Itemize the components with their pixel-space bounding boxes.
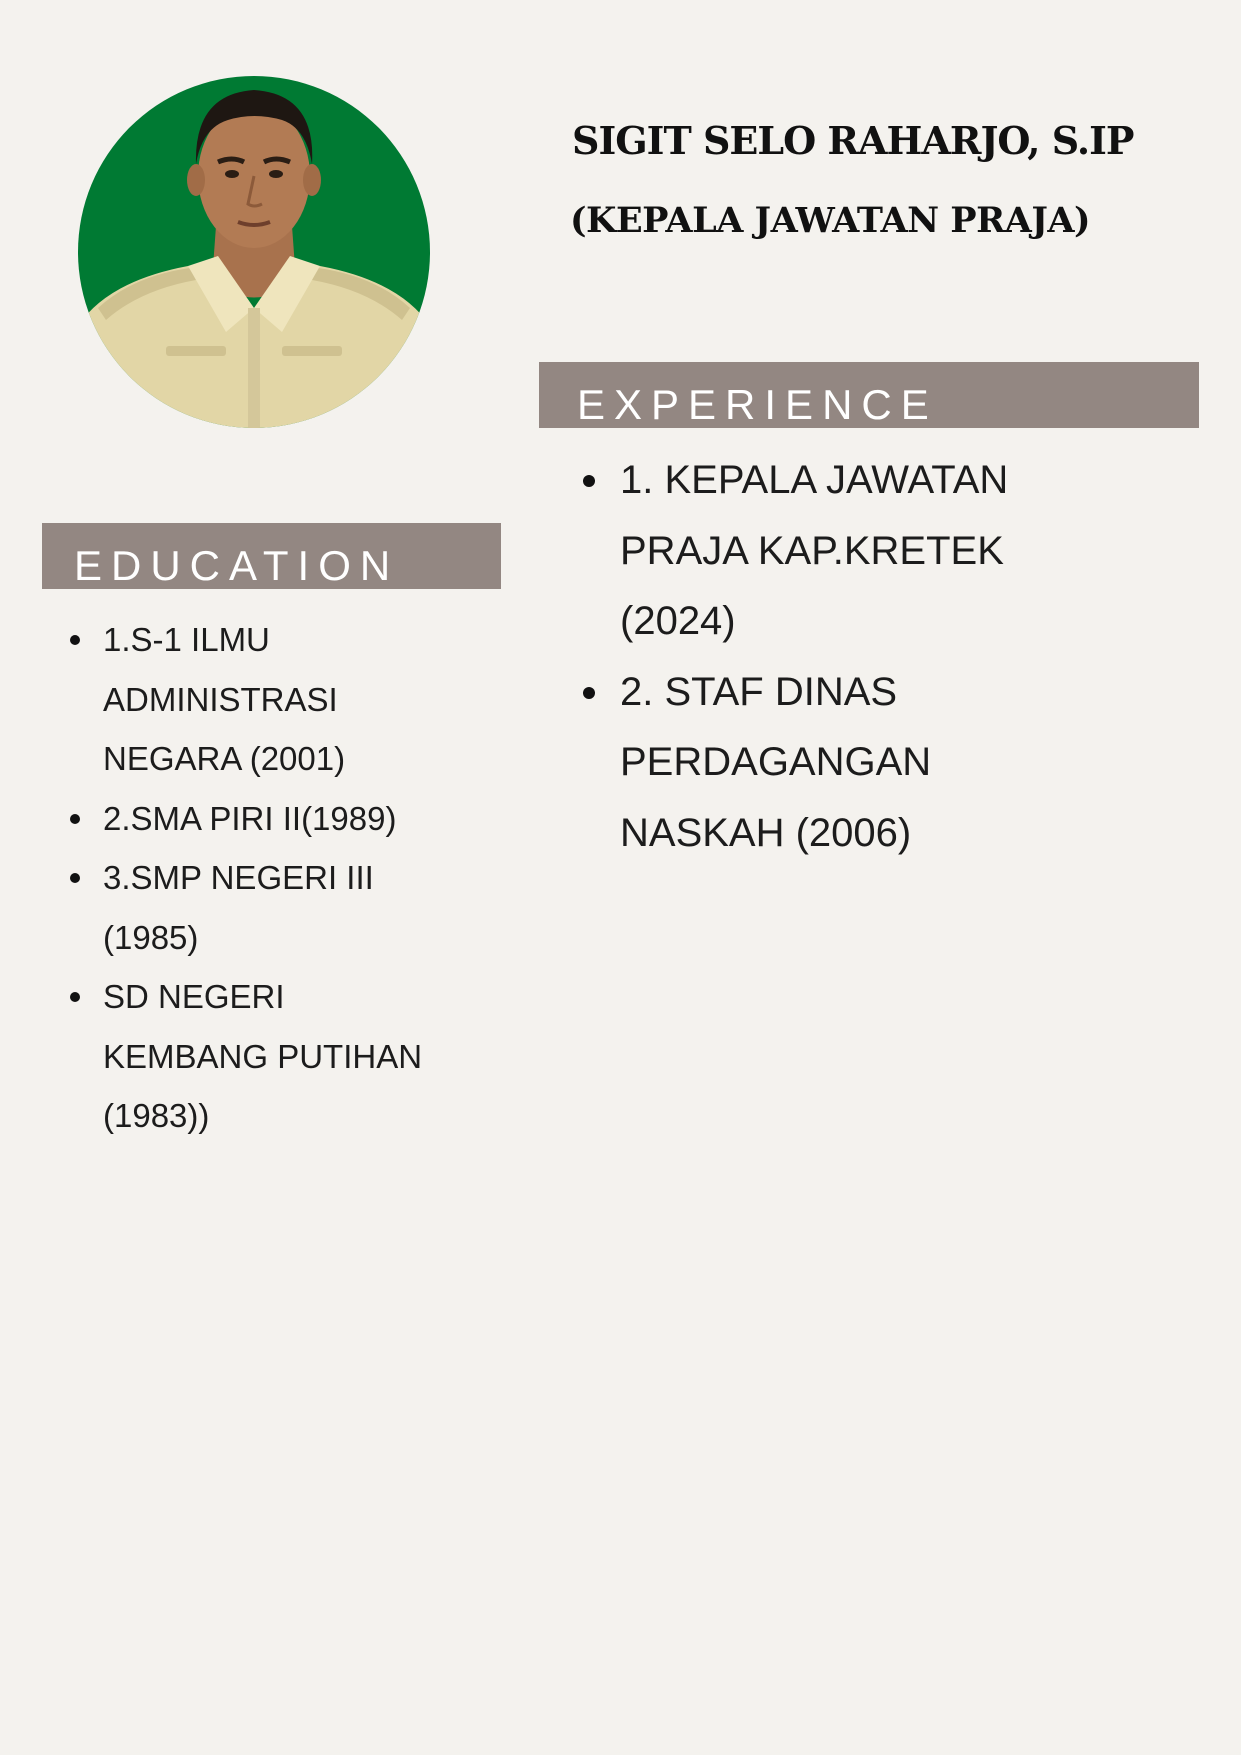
education-item: 2.SMA PIRI II(1989) bbox=[103, 789, 433, 849]
education-item: 1.S-1 ILMU ADMINISTRASI NEGARA (2001) bbox=[103, 610, 433, 789]
profile-name: SIGIT SELO RAHARJO, S.IP bbox=[572, 118, 1134, 163]
experience-heading bbox=[539, 362, 1199, 428]
education-list bbox=[103, 610, 433, 1146]
education-heading bbox=[42, 523, 501, 589]
experience-list bbox=[620, 445, 1100, 868]
portrait-photo-icon bbox=[78, 76, 430, 428]
profile-role: (KEPALA JAWATAN PRAJA) bbox=[570, 200, 1091, 241]
education-item: 3.SMP NEGERI III (1985) bbox=[103, 848, 433, 967]
education-item: SD NEGERI KEMBANG PUTIHAN (1983)) bbox=[103, 967, 433, 1146]
experience-item: 1. KEPALA JAWATAN PRAJA KAP.KRETEK (2024) bbox=[620, 445, 1100, 657]
profile-photo bbox=[78, 76, 430, 428]
experience-heading-label: EXPERIENCE bbox=[577, 381, 938, 428]
experience-item: 2. STAF DINAS PERDAGANGAN NASKAH (2006) bbox=[620, 657, 1100, 869]
education-heading-label: EDUCATION bbox=[74, 542, 400, 589]
